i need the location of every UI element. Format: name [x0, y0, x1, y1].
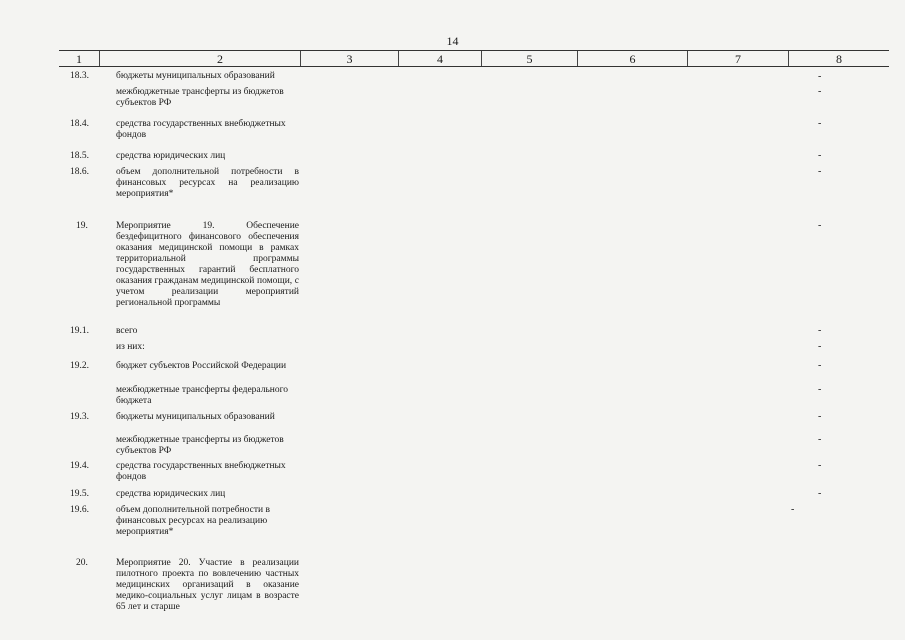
row-description: средства государственных внебюджетных фондов [116, 119, 286, 140]
column-header-7: 7 [687, 51, 788, 66]
row-value-dash: - [818, 166, 822, 177]
row-description: средства юридических лиц [116, 489, 226, 499]
row-description: межбюджетные трансферты из бюджетов субъектов РФ [116, 435, 284, 456]
page-number: 14 [446, 34, 459, 48]
row-description: объем дополнительной потребности в финансовых ресурсах на реализацию мероприятия* [116, 167, 299, 199]
row-number: 18.3. [70, 71, 89, 81]
row-description: бюджеты муниципальных образований [116, 71, 275, 81]
column-header-1: 1 [76, 52, 82, 66]
row-value-dash: - [818, 341, 822, 352]
row-number: 18.5. [70, 151, 89, 161]
row-description: Мероприятие 19. Обеспечение бездефицитного финансового обеспечения оказания медицинской помощи в рамках территориальной программы государственных гарантий бесплатного оказания гражданам медицинской помощи, с учетом реализации мероприятий региональной программы [116, 221, 299, 308]
column-header-6: 6 [577, 51, 687, 66]
column-header-8: 8 [788, 51, 889, 66]
row-description: бюджет субъектов Российской Федерации [116, 361, 287, 371]
row-value-dash: - [818, 460, 822, 471]
row-value-dash: - [818, 150, 822, 161]
row-value-dash: - [818, 384, 822, 395]
row-number: 19.4. [70, 461, 89, 471]
row-value-dash: - [818, 118, 822, 129]
column-header-2: 2 [99, 51, 340, 66]
row-description: средства юридических лиц [116, 151, 226, 161]
row-value-dash: - [818, 411, 822, 422]
row-description: всего [116, 326, 138, 336]
row-description: межбюджетные трансферты из бюджетов субъектов РФ [116, 87, 284, 108]
row-description: Мероприятие 20. Участие в реализации пилотного проекта по вовлечению частных медицинских организаций в оказание медико-социальных услуг лицам в возрасте 65 лет и старше [116, 558, 299, 612]
row-number: 19.3. [70, 412, 89, 422]
table-header [59, 50, 889, 67]
row-number: 19.6. [70, 505, 89, 515]
row-value-dash: - [791, 504, 795, 515]
row-number: 19.1. [70, 326, 89, 336]
row-description: объем дополнительной потребности в финансовых ресурсах на реализацию мероприятия* [116, 505, 270, 537]
row-value-dash: - [818, 71, 822, 82]
row-description: средства государственных внебюджетных фондов [116, 461, 286, 482]
row-number: 20. [76, 558, 88, 568]
row-number: 18.4. [70, 119, 89, 129]
column-header-5: 5 [481, 51, 577, 66]
row-value-dash: - [818, 488, 822, 499]
row-value-dash: - [818, 86, 822, 97]
row-value-dash: - [818, 360, 822, 371]
row-description: межбюджетные трансферты федерального бюджета [116, 385, 289, 406]
row-number: 18.6. [70, 167, 89, 177]
column-header-4: 4 [398, 51, 481, 66]
row-number: 19.2. [70, 361, 89, 371]
row-number: 19. [76, 221, 88, 231]
row-number: 19.5. [70, 489, 89, 499]
row-value-dash: - [818, 325, 822, 336]
row-value-dash: - [818, 220, 822, 231]
row-value-dash: - [818, 434, 822, 445]
column-header-3: 3 [300, 51, 398, 66]
row-description: бюджеты муниципальных образований [116, 412, 275, 422]
row-description: из них: [116, 342, 145, 352]
